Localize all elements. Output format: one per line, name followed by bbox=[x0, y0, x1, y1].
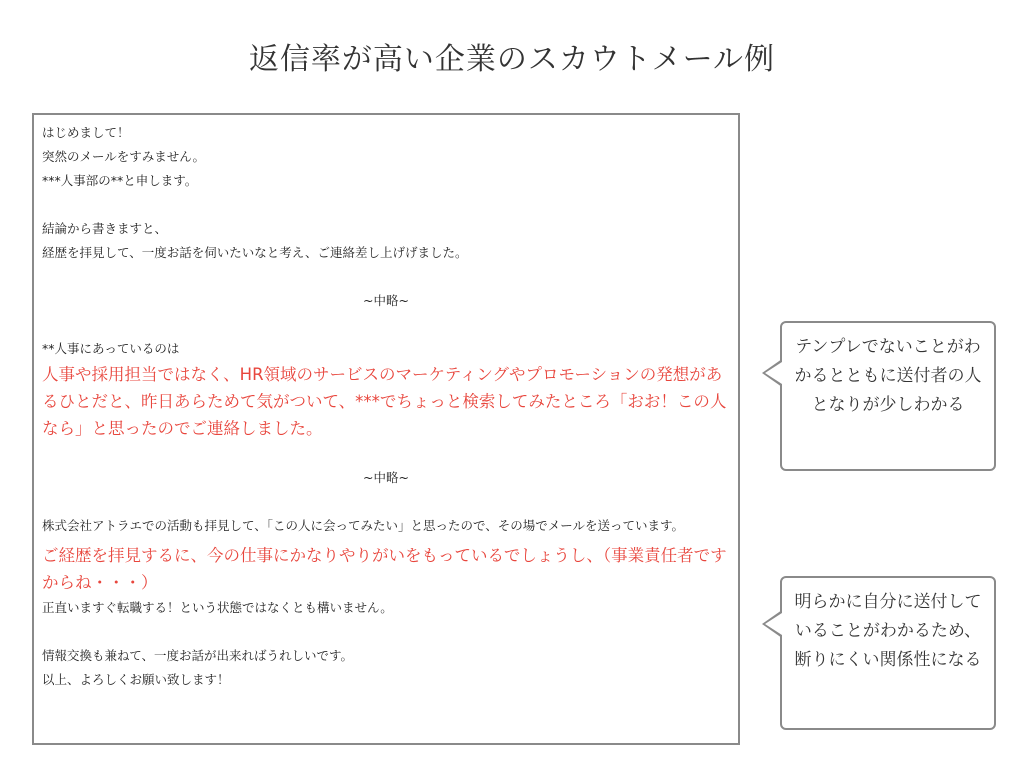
mail-omission-1: ~中略~ bbox=[363, 293, 409, 308]
callout-pointer bbox=[762, 359, 782, 387]
spacer bbox=[42, 442, 730, 466]
mail-name-line: ***人事部の**と申します。 bbox=[42, 173, 198, 188]
callout-text: 明らかに自分に送付していることがわかるため、断りにくい関係性になる bbox=[794, 592, 982, 670]
spacer bbox=[42, 490, 730, 514]
spacer bbox=[42, 620, 730, 644]
spacer bbox=[42, 193, 730, 217]
scout-mail-example bbox=[32, 113, 740, 745]
mail-omission-2: ~中略~ bbox=[363, 470, 409, 485]
mail-activity: 株式会社アトラエでの活動も拝見して、「この人に会ってみたい」と思ったので、その場でメールを送っています。 bbox=[42, 518, 685, 533]
callout-personal-note bbox=[780, 576, 996, 730]
callout-pointer bbox=[762, 610, 782, 638]
mail-conclusion-line-1: 結論から書きますと、 bbox=[42, 221, 168, 236]
mail-honest-line: 正直いますぐ転職する！という状態ではなくとも構いません。 bbox=[42, 600, 393, 615]
mail-intro: 突然のメールをすみません。 bbox=[42, 149, 206, 164]
mail-closing: 以上、よろしくお願い致します！ bbox=[42, 672, 230, 687]
mail-greeting: はじめまして！ bbox=[42, 125, 130, 140]
callout-template-note bbox=[780, 321, 996, 471]
mail-highlight-lead: **人事にあっているのは bbox=[42, 341, 180, 356]
mail-conclusion-line-2: 経歴を拝見して、一度お話を伺いたいなと考え、ご連絡差し上げげました。 bbox=[42, 245, 468, 260]
mail-highlight-1: 人事や採用担当ではなく、HR領域のサービスのマーケティングやプロモーションの発想があるひとだと、昨日あらためて気がついて、***でちょっと検索してみたところ「おお！この人なら」と思ったのでご連絡しました。 bbox=[42, 365, 727, 438]
spacer bbox=[42, 265, 730, 289]
page-title: 返信率が高い企業のスカウトメール例 bbox=[248, 42, 776, 77]
mail-highlight-2: ご経歴を拝見するに、今の仕事にかなりやりがいをもっているでしょうし、（事業責任者ですからね・・・） bbox=[42, 546, 727, 592]
callout-text: テンプレでないことがわかるとともに送付者の人となりが少しわかる bbox=[794, 337, 982, 415]
mail-exchange-line: 情報交換も兼ねて、一度お話が出来ればうれしいです。 bbox=[42, 648, 353, 663]
spacer bbox=[42, 313, 730, 337]
